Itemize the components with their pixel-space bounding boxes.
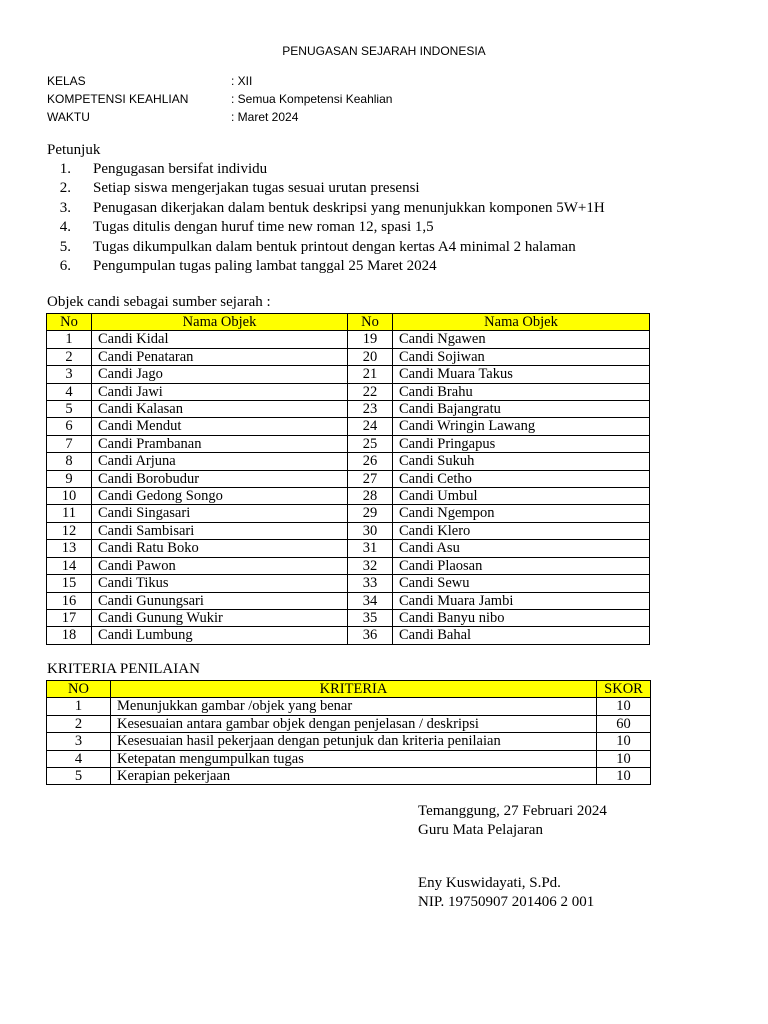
signature-place-date: Temanggung, 27 Februari 2024 bbox=[418, 803, 607, 819]
list-item bbox=[47, 199, 605, 218]
object-name-cell: Candi Muara Takus bbox=[393, 366, 650, 383]
list-number: 1. bbox=[59, 161, 71, 177]
column-header: Nama Objek bbox=[393, 314, 650, 331]
row-number-cell: 3 bbox=[47, 366, 92, 383]
objek-section-label: Objek candi sebagai sumber sejarah : bbox=[47, 294, 271, 310]
score-cell: 10 bbox=[597, 768, 651, 785]
table-row bbox=[47, 540, 650, 557]
row-number-cell: 2 bbox=[47, 715, 111, 732]
table-row bbox=[47, 627, 650, 644]
list-number: 6. bbox=[59, 257, 71, 274]
object-name-cell: Candi Muara Jambi bbox=[393, 592, 650, 609]
object-name-cell: Candi Klero bbox=[393, 522, 650, 539]
list-text: Pengumpulan tugas paling lambat tanggal 25 Maret 2024 bbox=[93, 257, 437, 274]
object-name-cell: Candi Kidal bbox=[92, 331, 348, 348]
object-name-cell: Candi Penataran bbox=[92, 348, 348, 365]
list-text: Tugas dikumpulkan dalam bentuk printout dengan kertas A4 minimal 2 halaman bbox=[93, 238, 576, 255]
list-item bbox=[47, 179, 605, 198]
list-number: 2. bbox=[59, 180, 71, 197]
score-cell: 10 bbox=[597, 750, 651, 767]
row-number-cell: 32 bbox=[348, 557, 393, 574]
object-name-cell: Candi Plaosan bbox=[393, 557, 650, 574]
list-number: 3. bbox=[59, 199, 71, 216]
column-header: No bbox=[348, 314, 393, 331]
object-name-cell: Candi Jawi bbox=[92, 383, 348, 400]
table-row bbox=[47, 715, 651, 732]
object-name-cell: Candi Kalasan bbox=[92, 401, 348, 418]
object-name-cell: Candi Bahal bbox=[393, 627, 650, 644]
row-number-cell: 25 bbox=[348, 435, 393, 452]
row-number-cell: 31 bbox=[348, 540, 393, 557]
object-name-cell: Candi Gedong Songo bbox=[92, 488, 348, 505]
signature-role: Guru Mata Pelajaran bbox=[418, 822, 543, 838]
row-number-cell: 4 bbox=[47, 383, 92, 400]
row-number-cell: 19 bbox=[348, 331, 393, 348]
list-item bbox=[47, 257, 605, 276]
row-number-cell: 26 bbox=[348, 453, 393, 470]
object-name-cell: Candi Singasari bbox=[92, 505, 348, 522]
row-number-cell: 11 bbox=[47, 505, 92, 522]
object-name-cell: Candi Asu bbox=[393, 540, 650, 557]
meta-block bbox=[47, 72, 392, 126]
row-number-cell: 2 bbox=[47, 348, 92, 365]
table-row bbox=[47, 470, 650, 487]
table-header-row bbox=[47, 314, 650, 331]
row-number-cell: 35 bbox=[348, 609, 393, 626]
row-number-cell: 23 bbox=[348, 401, 393, 418]
object-name-cell: Candi Cetho bbox=[393, 470, 650, 487]
object-name-cell: Candi Ngawen bbox=[393, 331, 650, 348]
row-number-cell: 10 bbox=[47, 488, 92, 505]
list-text: Pengugasan bersifat individu bbox=[93, 161, 268, 177]
column-header: Nama Objek bbox=[92, 314, 348, 331]
score-cell: 10 bbox=[597, 733, 651, 750]
object-name-cell: Candi Pawon bbox=[92, 557, 348, 574]
criteria-cell: Ketepatan mengumpulkan tugas bbox=[111, 750, 597, 767]
table-row bbox=[47, 733, 651, 750]
signature-nip: NIP. 19750907 201406 2 001 bbox=[418, 894, 595, 910]
object-name-cell: Candi Sukuh bbox=[393, 453, 650, 470]
list-item bbox=[47, 238, 605, 257]
object-name-cell: Candi Gunung Wukir bbox=[92, 609, 348, 626]
row-number-cell: 18 bbox=[47, 627, 92, 644]
list-item bbox=[47, 160, 605, 179]
table-row bbox=[47, 698, 651, 715]
meta-label: WAKTU bbox=[47, 110, 90, 124]
column-header: NO bbox=[47, 681, 111, 698]
meta-row-waktu bbox=[47, 108, 392, 126]
column-header: KRITERIA bbox=[111, 681, 597, 698]
row-number-cell: 1 bbox=[47, 331, 92, 348]
row-number-cell: 5 bbox=[47, 401, 92, 418]
row-number-cell: 12 bbox=[47, 522, 92, 539]
table-row bbox=[47, 505, 650, 522]
row-number-cell: 5 bbox=[47, 768, 111, 785]
object-name-cell: Candi Borobudur bbox=[92, 470, 348, 487]
object-name-cell: Candi Sewu bbox=[393, 575, 650, 592]
signature-space bbox=[418, 840, 607, 874]
table-row bbox=[47, 348, 650, 365]
table-row bbox=[47, 453, 650, 470]
row-number-cell: 36 bbox=[348, 627, 393, 644]
object-name-cell: Candi Tikus bbox=[92, 575, 348, 592]
row-number-cell: 33 bbox=[348, 575, 393, 592]
score-cell: 60 bbox=[597, 715, 651, 732]
meta-label: KELAS bbox=[47, 74, 86, 88]
row-number-cell: 9 bbox=[47, 470, 92, 487]
table-row bbox=[47, 522, 650, 539]
table-header-row bbox=[47, 681, 651, 698]
object-name-cell: Candi Lumbung bbox=[92, 627, 348, 644]
row-number-cell: 15 bbox=[47, 575, 92, 592]
object-name-cell: Candi Banyu nibo bbox=[393, 609, 650, 626]
table-row bbox=[47, 609, 650, 626]
row-number-cell: 34 bbox=[348, 592, 393, 609]
row-number-cell: 16 bbox=[47, 592, 92, 609]
row-number-cell: 8 bbox=[47, 453, 92, 470]
row-number-cell: 4 bbox=[47, 750, 111, 767]
table-row bbox=[47, 401, 650, 418]
document-title: PENUGASAN SEJARAH INDONESIA bbox=[282, 44, 486, 58]
meta-value: : XII bbox=[231, 74, 253, 88]
list-text: Penugasan dikerjakan dalam bentuk deskripsi yang menunjukkan komponen 5W+1H bbox=[93, 199, 605, 216]
meta-value: : Maret 2024 bbox=[231, 110, 299, 124]
object-name-cell: Candi Sojiwan bbox=[393, 348, 650, 365]
object-name-cell: Candi Wringin Lawang bbox=[393, 418, 650, 435]
signature-block bbox=[418, 802, 607, 912]
table-row bbox=[47, 592, 650, 609]
row-number-cell: 7 bbox=[47, 435, 92, 452]
table-row bbox=[47, 331, 650, 348]
row-number-cell: 14 bbox=[47, 557, 92, 574]
row-number-cell: 3 bbox=[47, 733, 111, 750]
objek-table bbox=[46, 313, 650, 645]
meta-label: KOMPETENSI KEAHLIAN bbox=[47, 92, 189, 106]
object-name-cell: Candi Umbul bbox=[393, 488, 650, 505]
objek-table-body bbox=[47, 331, 650, 644]
row-number-cell: 1 bbox=[47, 698, 111, 715]
row-number-cell: 28 bbox=[348, 488, 393, 505]
list-number: 5. bbox=[59, 238, 71, 255]
meta-row-kelas bbox=[47, 72, 392, 90]
meta-row-kompetensi bbox=[47, 90, 392, 108]
criteria-cell: Kesesuaian antara gambar objek dengan penjelasan / deskripsi bbox=[111, 715, 597, 732]
object-name-cell: Candi Ngempon bbox=[393, 505, 650, 522]
object-name-cell: Candi Jago bbox=[92, 366, 348, 383]
kriteria-section-label: KRITERIA PENILAIAN bbox=[47, 661, 200, 677]
criteria-cell: Menunjukkan gambar /objek yang benar bbox=[111, 698, 597, 715]
row-number-cell: 29 bbox=[348, 505, 393, 522]
kriteria-table-body bbox=[47, 698, 651, 785]
meta-value: : Semua Kompetensi Keahlian bbox=[231, 92, 393, 106]
instructions-heading: Petunjuk bbox=[47, 142, 101, 158]
table-row bbox=[47, 575, 650, 592]
table-row bbox=[47, 488, 650, 505]
object-name-cell: Candi Bajangratu bbox=[393, 401, 650, 418]
table-row bbox=[47, 768, 651, 785]
list-text: Tugas ditulis dengan huruf time new roman 12, spasi 1,5 bbox=[93, 219, 434, 236]
criteria-cell: Kesesuaian hasil pekerjaan dengan petunjuk dan kriteria penilaian bbox=[111, 733, 597, 750]
instructions-block bbox=[47, 141, 605, 276]
row-number-cell: 20 bbox=[348, 348, 393, 365]
list-item bbox=[47, 218, 605, 237]
table-row bbox=[47, 750, 651, 767]
object-name-cell: Candi Sambisari bbox=[92, 522, 348, 539]
list-text: Setiap siswa mengerjakan tugas sesuai urutan presensi bbox=[93, 180, 420, 197]
list-number: 4. bbox=[59, 219, 71, 236]
row-number-cell: 17 bbox=[47, 609, 92, 626]
object-name-cell: Candi Arjuna bbox=[92, 453, 348, 470]
row-number-cell: 27 bbox=[348, 470, 393, 487]
column-header: SKOR bbox=[597, 681, 651, 698]
object-name-cell: Candi Mendut bbox=[92, 418, 348, 435]
column-header: No bbox=[47, 314, 92, 331]
kriteria-table bbox=[46, 680, 651, 785]
score-cell: 10 bbox=[597, 698, 651, 715]
object-name-cell: Candi Pringapus bbox=[393, 435, 650, 452]
table-row bbox=[47, 366, 650, 383]
instructions-list bbox=[47, 160, 605, 276]
row-number-cell: 24 bbox=[348, 418, 393, 435]
table-row bbox=[47, 435, 650, 452]
table-row bbox=[47, 383, 650, 400]
object-name-cell: Candi Ratu Boko bbox=[92, 540, 348, 557]
signature-name: Eny Kuswidayati, S.Pd. bbox=[418, 875, 561, 891]
table-row bbox=[47, 418, 650, 435]
row-number-cell: 22 bbox=[348, 383, 393, 400]
row-number-cell: 13 bbox=[47, 540, 92, 557]
object-name-cell: Candi Brahu bbox=[393, 383, 650, 400]
object-name-cell: Candi Prambanan bbox=[92, 435, 348, 452]
table-row bbox=[47, 557, 650, 574]
row-number-cell: 21 bbox=[348, 366, 393, 383]
row-number-cell: 30 bbox=[348, 522, 393, 539]
criteria-cell: Kerapian pekerjaan bbox=[111, 768, 597, 785]
row-number-cell: 6 bbox=[47, 418, 92, 435]
object-name-cell: Candi Gunungsari bbox=[92, 592, 348, 609]
